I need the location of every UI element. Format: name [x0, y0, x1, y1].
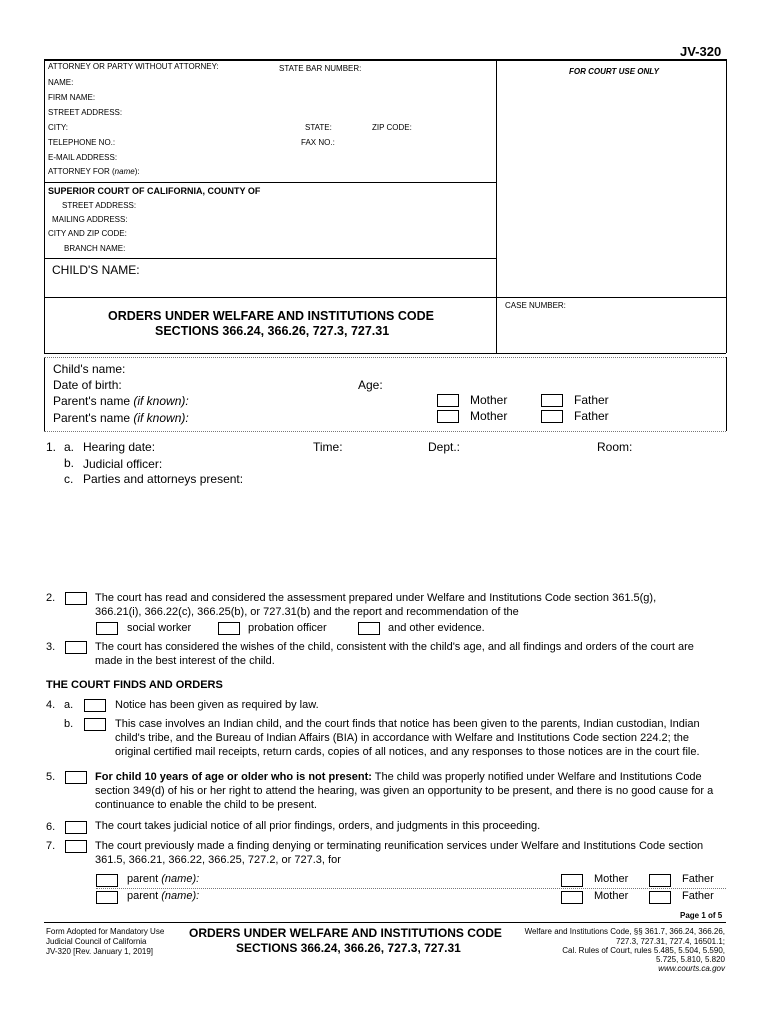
item6-text: The court takes judicial notice of all prior findings, orders, and judgments in this proceeding. [95, 820, 541, 832]
item2-checkbox[interactable] [65, 592, 87, 605]
footer-code-3: Cal. Rules of Court, rules 5.485, 5.504, 5.590, [562, 946, 725, 955]
father-label-2: Father [574, 409, 609, 423]
footer-code-4: 5.725, 5.810, 5.820 [656, 955, 725, 964]
court-finds-heading: THE COURT FINDS AND ORDERS [46, 679, 223, 691]
item6-checkbox[interactable] [65, 821, 87, 834]
zip-label: ZIP CODE: [372, 123, 412, 132]
child-info-bottom-line [44, 431, 726, 432]
form-number: JV-320 [680, 44, 722, 59]
social-worker-checkbox[interactable] [96, 622, 118, 635]
attorney-label: ATTORNEY OR PARTY WITHOUT ATTORNEY: [48, 62, 219, 71]
top-rule [44, 59, 726, 61]
name-label: NAME: [48, 78, 74, 87]
probation-officer-label: probation officer [248, 622, 327, 634]
item5-number: 5. [46, 771, 56, 783]
phone-label: TELEPHONE NO.: [48, 138, 116, 147]
item4a-letter: a. [64, 699, 74, 711]
footer-title-2: SECTIONS 366.24, 366.26, 727.3, 727.31 [236, 941, 461, 955]
dob-label: Date of birth: [53, 378, 122, 392]
mother-label-2: Mother [470, 409, 508, 423]
footer-title-1: ORDERS UNDER WELFARE AND INSTITUTIONS CODE [189, 926, 502, 940]
item3-checkbox[interactable] [65, 641, 87, 654]
court-heading: SUPERIOR COURT OF CALIFORNIA, COUNTY OF [48, 186, 261, 196]
item5-text: For child 10 years of age or older who is not present: The child was properly notified under Welfare and Institutions Code section 349(d) of his or her right to attend the hearing, was given an opportunity to be present, and there is no good cause for a continuance to enable the child to be present. [95, 771, 714, 811]
footer-code-1: Welfare and Institutions Code, §§ 361.7, 366.24, 366.26, [524, 927, 725, 936]
parent-name-label-1: Parent's name (if known): [53, 394, 189, 408]
email-label: E-MAIL ADDRESS: [48, 153, 118, 162]
caption-right-border [726, 59, 727, 353]
item3-text: The court has considered the wishes of the child, consistent with the child's age, and all findings and orders of the court are made in the best interest of the child. [95, 641, 694, 667]
item5-checkbox[interactable] [65, 771, 87, 784]
child-name-label: Child's name: [53, 362, 126, 376]
parent-label-1: parent (name): [127, 873, 200, 885]
caption-title-1: ORDERS UNDER WELFARE AND INSTITUTIONS CODE [108, 309, 434, 323]
item2-line1: The court has read and considered the assessment prepared under Welfare and Institutions Code section 361.5(g), [95, 592, 657, 604]
attorney-for-label: ATTORNEY FOR (name): [48, 167, 140, 176]
state-bar-label: STATE BAR NUMBER: [279, 64, 362, 73]
item7-mother-label-1: Mother [594, 873, 629, 885]
father-checkbox-1[interactable] [541, 394, 563, 407]
item7-number: 7. [46, 840, 56, 852]
caption-bottom-border [44, 353, 726, 354]
footer-rule [44, 922, 726, 923]
judicial-officer-label: Judicial officer: [83, 457, 163, 471]
item7-separator [96, 888, 726, 889]
parties-label: Parties and attorneys present: [83, 472, 244, 486]
mother-checkbox-2[interactable] [437, 410, 459, 423]
branch-label: BRANCH NAME: [64, 244, 126, 253]
case-number-label: CASE NUMBER: [505, 301, 566, 310]
street-label: STREET ADDRESS: [48, 108, 123, 117]
other-evidence-checkbox[interactable] [358, 622, 380, 635]
child-info-left-border [44, 357, 45, 431]
other-evidence-label: and other evidence. [388, 622, 485, 634]
footer-council: Judicial Council of California [46, 937, 147, 946]
item7-mother-checkbox-2[interactable] [561, 891, 583, 904]
social-worker-label: social worker [127, 622, 192, 634]
probation-officer-checkbox[interactable] [218, 622, 240, 635]
childs-name-caption: CHILD'S NAME: [52, 263, 140, 277]
footer-website[interactable]: www.courts.ca.gov [658, 964, 725, 973]
caption-middle-border [496, 59, 497, 353]
item4a-checkbox[interactable] [84, 699, 106, 712]
room-label: Room: [597, 440, 633, 454]
item1-number: 1. [46, 440, 57, 454]
item4b-letter: b. [64, 718, 74, 730]
age-label: Age: [358, 378, 383, 392]
item2-number: 2. [46, 592, 56, 604]
caption-divider-3 [44, 297, 726, 298]
item6-number: 6. [46, 821, 56, 833]
caption-left-border [44, 59, 45, 353]
item4b-text: This case involves an Indian child, and the court finds that notice has been given to the parents, Indian custodian, Indian child's tribe, and the Bureau of Indian Affairs (BIA) in accordance with Welfare and Institutions Code section 224.2; the original certified mail receipts, return cards, copies of all notices, and any responses to those notices are in the court file. [115, 718, 700, 758]
page-number: Page 1 of 5 [680, 911, 723, 920]
caption-title-2: SECTIONS 366.24, 366.26, 727.3, 727.31 [155, 324, 390, 338]
item7-mother-label-2: Mother [594, 890, 629, 902]
parent-checkbox-1[interactable] [96, 874, 118, 887]
item7-father-label-1: Father [682, 873, 714, 885]
child-info-top-line [44, 357, 726, 358]
item7-father-checkbox-1[interactable] [649, 874, 671, 887]
item7-father-label-2: Father [682, 890, 714, 902]
item4a-text: Notice has been given as required by law. [115, 699, 319, 711]
father-checkbox-2[interactable] [541, 410, 563, 423]
item7-checkbox[interactable] [65, 840, 87, 853]
parent-label-2: parent (name): [127, 890, 200, 902]
caption-divider-2 [44, 258, 496, 259]
mailing-label: MAILING ADDRESS: [52, 215, 128, 224]
parent-name-label-2: Parent's name (if known): [53, 411, 189, 425]
item1b-letter: b. [64, 456, 75, 470]
item3-number: 3. [46, 641, 56, 653]
caption-divider-1 [44, 182, 496, 183]
footer-revision: JV-320 [Rev. January 1, 2019] [46, 947, 154, 956]
city-label: CITY: [48, 123, 69, 132]
item4b-checkbox[interactable] [84, 718, 106, 731]
mother-label-1: Mother [470, 393, 508, 407]
state-label: STATE: [305, 123, 332, 132]
item7-text: The court previously made a finding denying or terminating reunification services under Welfare and Institutions Code section 361.5, 366.21, 366.22, 366.25, 727.2, or 727.3, for [95, 840, 704, 866]
footer-code-2: 727.3, 727.31, 727.4, 16501.1; [616, 937, 725, 946]
item7-father-checkbox-2[interactable] [649, 891, 671, 904]
city-zip-label: CITY AND ZIP CODE: [48, 229, 127, 238]
footer-adopted: Form Adopted for Mandatory Use [46, 927, 165, 936]
dept-label: Dept.: [428, 440, 461, 454]
item1c-letter: c. [64, 472, 74, 486]
item4-number: 4. [46, 699, 56, 711]
mother-checkbox-1[interactable] [437, 394, 459, 407]
court-street-label: STREET ADDRESS: [62, 201, 137, 210]
fax-label: FAX NO.: [301, 138, 335, 147]
item1a-letter: a. [64, 440, 75, 454]
time-label: Time: [313, 440, 343, 454]
father-label-1: Father [574, 393, 609, 407]
item2-line2: 366.21(i), 366.22(c), 366.25(b), or 727.31(b) and the report and recommendation of the [95, 606, 519, 618]
child-info-right-border [726, 357, 727, 431]
item7-mother-checkbox-1[interactable] [561, 874, 583, 887]
firm-label: FIRM NAME: [48, 93, 96, 102]
parent-checkbox-2[interactable] [96, 891, 118, 904]
court-use-label: FOR COURT USE ONLY [569, 67, 659, 76]
hearing-date-label: Hearing date: [83, 440, 156, 454]
